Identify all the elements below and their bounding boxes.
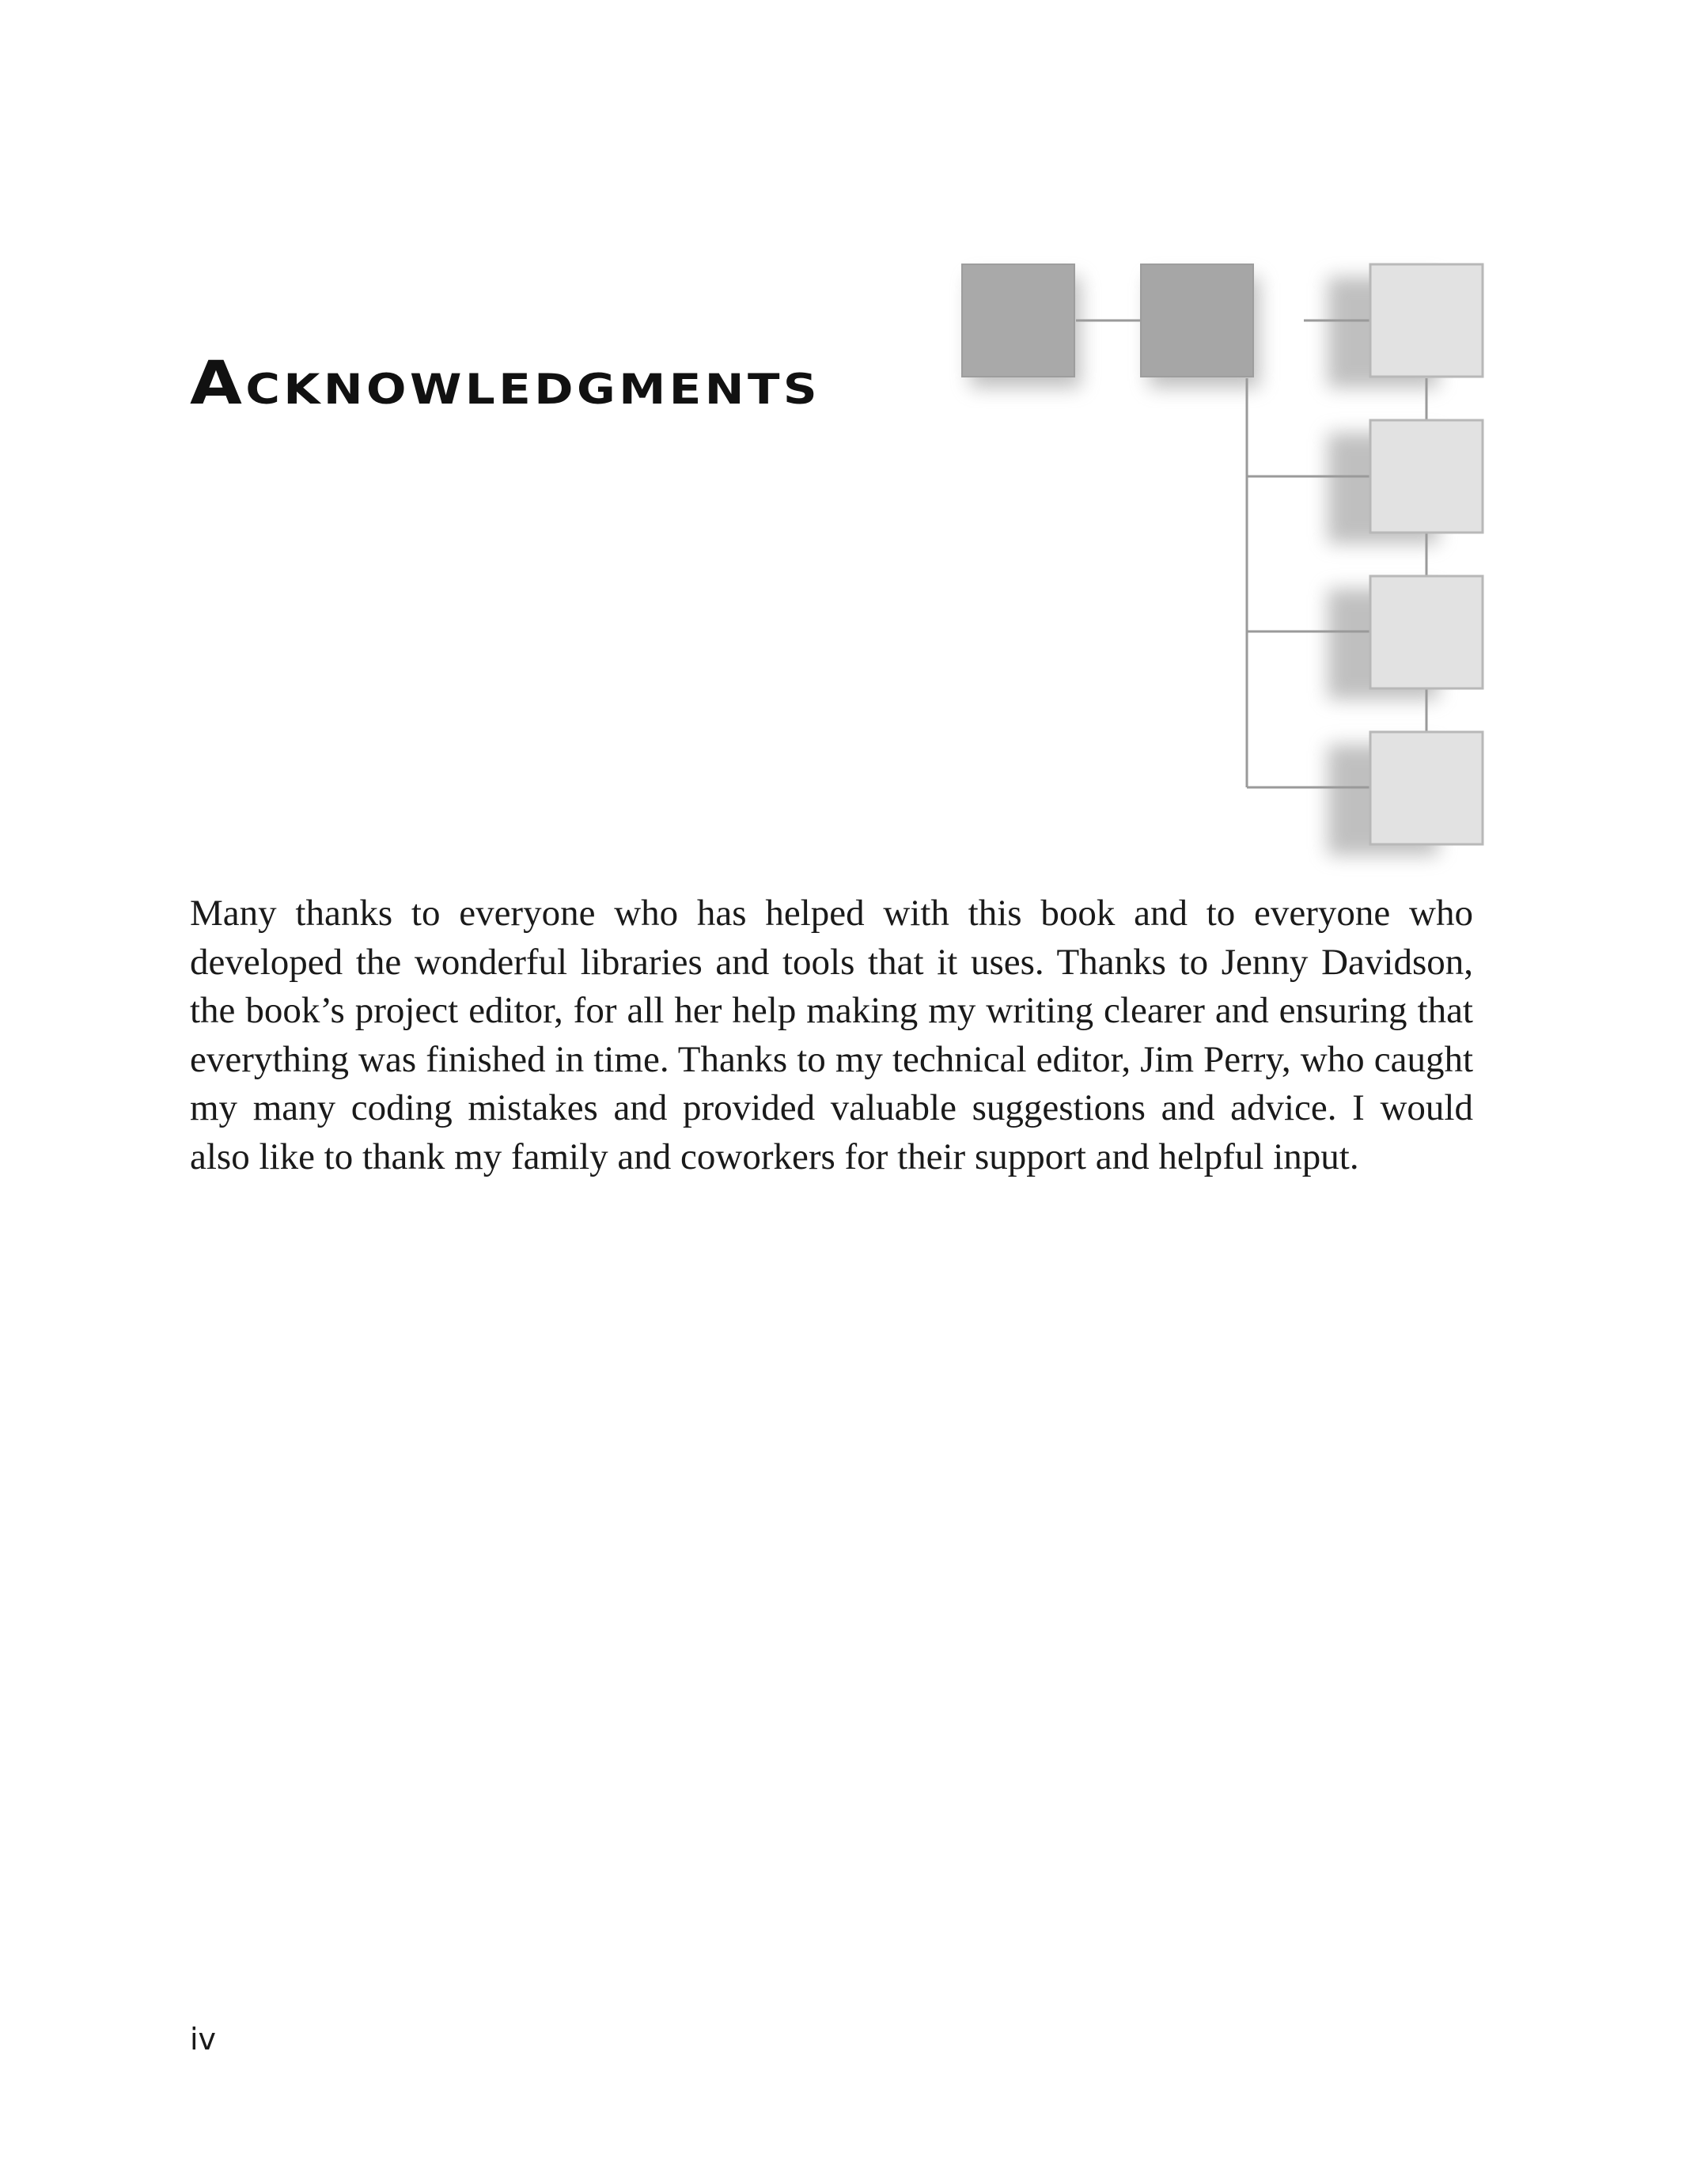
ornament-light-square <box>1370 264 1483 377</box>
ornament-light-square <box>1370 576 1483 688</box>
chapter-heading: Acknowledgments <box>190 347 821 418</box>
tree-diagram-ornament-icon <box>949 245 1503 894</box>
acknowledgments-paragraph: Many thanks to everyone who has helped with this book and to everyone who developed the wonderful libraries and tools that it uses. Thanks to Jenny Davidson, the book’s project editor, for all her help making my writing clearer and ensuring that everything was finished in time. Thanks to my technical editor, Jim Perry, who caught my many coding mistakes and provided valuable suggestions and advice. I would also like to thank my family and coworkers for their support and helpful input. <box>190 893 1473 1177</box>
ornament-dark-square <box>1141 264 1253 377</box>
page-number: iv <box>190 2022 217 2057</box>
ornament-dark-square <box>962 264 1074 377</box>
ornament-light-square <box>1370 732 1483 844</box>
ornament-light-square <box>1370 420 1483 533</box>
